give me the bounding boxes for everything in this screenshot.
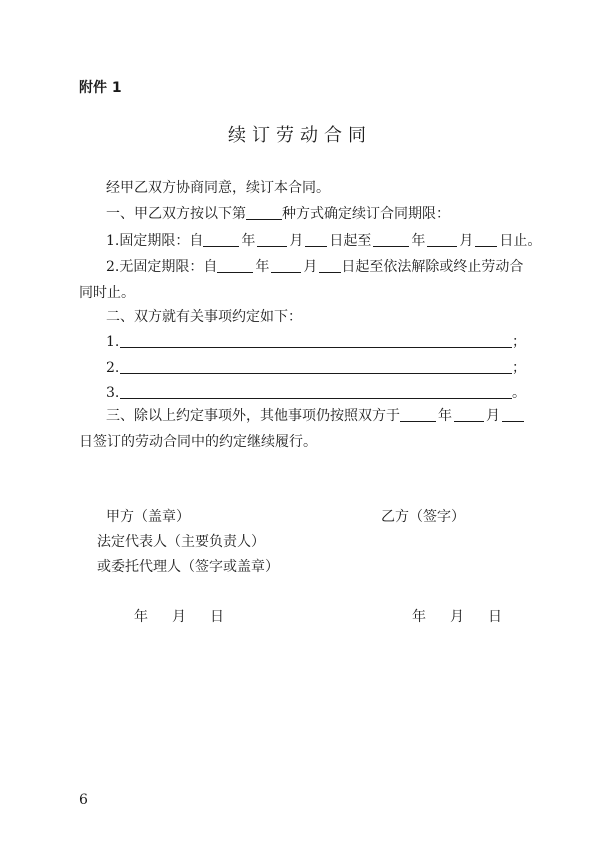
- list-item: [106, 332, 526, 352]
- list-item: [106, 383, 526, 403]
- item-number: 3.: [106, 385, 120, 401]
- date-year-label: 年: [134, 609, 148, 625]
- item-3-fill-line[interactable]: [120, 384, 512, 399]
- item-end-punct: ；: [512, 360, 526, 376]
- option-2-rest: 日起至依法解除或终止劳动合同时止。: [79, 259, 524, 301]
- day-end-label: 日止。: [499, 233, 542, 249]
- end-month-blank[interactable]: [427, 232, 457, 247]
- year-label: 年: [438, 408, 452, 424]
- open-start-year-blank[interactable]: [217, 258, 253, 273]
- end-day-blank[interactable]: [475, 232, 497, 247]
- clause-3-prefix: 三、除以上约定事项外，其他事项仍按照双方于: [106, 408, 400, 424]
- year-label: 年: [411, 233, 426, 249]
- end-year-blank[interactable]: [373, 232, 409, 247]
- method-number-blank[interactable]: [246, 205, 282, 220]
- item-2-fill-line[interactable]: [120, 359, 512, 374]
- intro-paragraph: 经甲乙双方协商同意，续订本合同。: [106, 180, 330, 196]
- date-day-label: 日: [488, 609, 502, 625]
- legal-representative-label: 法定代表人（主要负责人）: [97, 534, 265, 550]
- month-label: 月: [303, 259, 318, 275]
- year-label: 年: [241, 233, 256, 249]
- date-day-label: 日: [210, 609, 224, 625]
- signing-year-blank[interactable]: [400, 407, 436, 422]
- option-2-prefix: 2.无固定期限：自: [106, 259, 218, 275]
- item-end-punct: ；: [512, 334, 526, 350]
- month-label: 月: [486, 408, 500, 424]
- month-label: 月: [289, 233, 304, 249]
- open-start-month-blank[interactable]: [271, 258, 301, 273]
- clause-1-prefix: 一、甲乙双方按以下第: [106, 206, 246, 222]
- item-number: 1.: [106, 334, 120, 350]
- month-label: 月: [459, 233, 474, 249]
- clause-3: [79, 403, 529, 455]
- open-start-day-blank[interactable]: [319, 258, 341, 273]
- item-end-punct: 。: [512, 385, 526, 401]
- start-month-blank[interactable]: [257, 232, 287, 247]
- item-number: 2.: [106, 360, 120, 376]
- day-from-label: 日起至: [329, 233, 372, 249]
- signing-month-blank[interactable]: [454, 407, 484, 422]
- party-a-date: [134, 607, 224, 627]
- date-year-label: 年: [412, 609, 426, 625]
- clause-2: 二、双方就有关事项约定如下：: [106, 309, 302, 325]
- signing-day-blank[interactable]: [502, 407, 524, 422]
- party-b-date: [412, 607, 502, 627]
- option-open-term: [79, 254, 529, 306]
- party-b-label: 乙方（签字）: [381, 509, 465, 525]
- item-1-fill-line[interactable]: [120, 333, 512, 348]
- start-year-blank[interactable]: [203, 232, 239, 247]
- document-title: 续订劳动合同: [228, 125, 372, 146]
- clause-1: [106, 204, 450, 224]
- party-a-label: 甲方（盖章）: [106, 509, 190, 525]
- option-fixed-term: [106, 231, 543, 251]
- page-number: 6: [79, 792, 88, 808]
- attachment-label: 附件 1: [79, 80, 122, 96]
- authorized-agent-label: 或委托代理人（签字或盖章）: [97, 559, 279, 575]
- option-1-prefix: 1.固定期限：自: [106, 233, 204, 249]
- year-label: 年: [255, 259, 270, 275]
- clause-1-suffix: 种方式确定续订合同期限：: [282, 206, 450, 222]
- date-month-label: 月: [172, 609, 186, 625]
- clause-3-rest: 日签订的劳动合同中的约定继续履行。: [79, 434, 317, 450]
- date-month-label: 月: [450, 609, 464, 625]
- start-day-blank[interactable]: [305, 232, 327, 247]
- list-item: [106, 358, 526, 378]
